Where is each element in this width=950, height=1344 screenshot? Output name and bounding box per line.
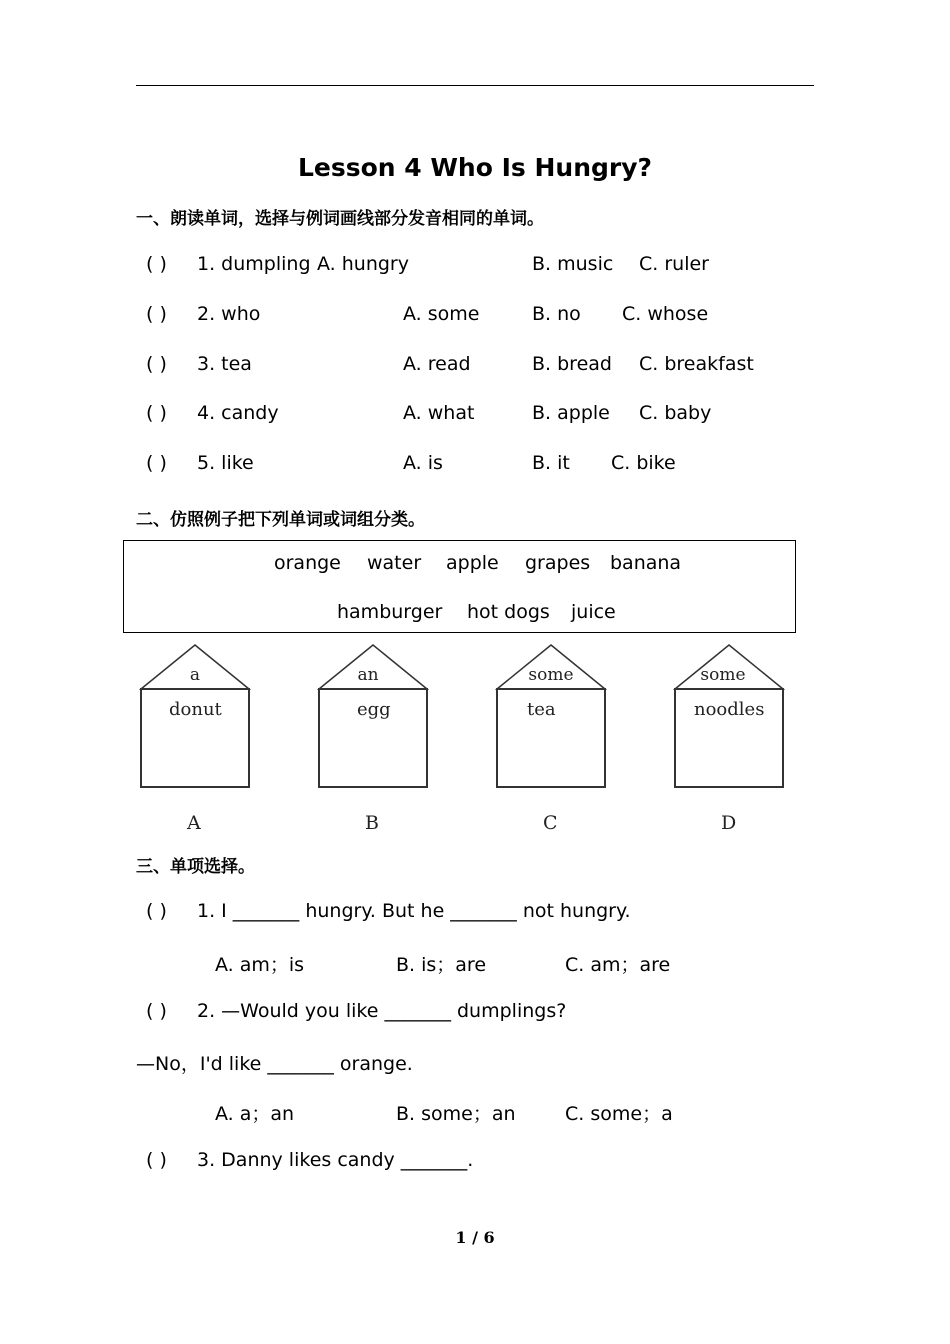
section1-heading: 一、朗读单词，选择与例词画线部分发音相同的单词。 [136, 209, 544, 229]
option-b: B. music [532, 253, 614, 275]
option-b: B. some；an [396, 1103, 516, 1125]
word-bank-item: hamburger [337, 601, 443, 623]
house-letter-b: B [365, 812, 379, 834]
option-c: C. am；are [565, 954, 671, 976]
word-bank-item: hot dogs [467, 601, 550, 623]
answer-paren[interactable]: ( ) [146, 353, 167, 375]
category-house-d [673, 643, 785, 789]
house-letter-c: C [543, 812, 558, 834]
option-c: C. bike [611, 452, 676, 474]
page-title: Lesson 4 Who Is Hungry? [297, 153, 653, 182]
option-b: B. no [532, 303, 581, 325]
house-example-word: tea [527, 699, 556, 720]
answer-paren[interactable]: ( ) [146, 452, 167, 474]
option-a: A. what [403, 402, 475, 424]
question-text: 1. I _______ hungry. But he _______ not hungry. [197, 900, 631, 922]
header-rule [136, 85, 814, 86]
house-example-word: donut [169, 699, 222, 720]
page-number: 1 / 6 [455, 1228, 495, 1247]
category-house-b [317, 643, 429, 789]
option-a: A. read [403, 353, 471, 375]
category-house-c [495, 643, 607, 789]
option-c: C. breakfast [639, 353, 754, 375]
answer-paren[interactable]: ( ) [146, 1149, 167, 1171]
house-roof-label: some [700, 665, 746, 685]
word-bank-item: juice [571, 601, 616, 623]
answer-paren[interactable]: ( ) [146, 402, 167, 424]
section2-heading: 二、仿照例子把下列单词或词组分类。 [136, 510, 425, 530]
house-example-word: egg [357, 699, 391, 720]
answer-paren[interactable]: ( ) [146, 303, 167, 325]
house-letter-a: A [187, 812, 201, 834]
answer-paren[interactable]: ( ) [146, 1000, 167, 1022]
word-bank-item: banana [610, 552, 682, 574]
word-bank [123, 540, 796, 633]
example-word: 5. like [197, 452, 254, 474]
option-c: C. baby [639, 402, 712, 424]
house-roof-label: an [357, 665, 379, 685]
option-a: A. a；an [215, 1103, 295, 1125]
word-bank-item: grapes [525, 552, 591, 574]
house-letter-d: D [721, 812, 737, 834]
option-b: B. is；are [396, 954, 487, 976]
question-text: 3. Danny likes candy _______. [197, 1149, 474, 1171]
answer-paren[interactable]: ( ) [146, 900, 167, 922]
example-word: 4. candy [197, 402, 279, 424]
answer-paren[interactable]: ( ) [146, 253, 167, 275]
house-roof-label: a [189, 665, 201, 685]
option-a: A. am；is [215, 954, 305, 976]
option-a: A. hungry [317, 253, 409, 275]
example-word: 2. who [197, 303, 261, 325]
word-bank-item: apple [446, 552, 499, 574]
example-word: 3. tea [197, 353, 252, 375]
house-example-word: noodles [694, 699, 765, 720]
example-word: 1. dumpling [197, 253, 311, 275]
question-text-line-2: —No，I'd like _______ orange. [136, 1053, 413, 1075]
option-b: B. bread [532, 353, 612, 375]
word-bank-item: orange [274, 552, 341, 574]
option-c: C. some；a [565, 1103, 673, 1125]
option-b: B. it [532, 452, 570, 474]
option-c: C. ruler [639, 253, 709, 275]
option-c: C. whose [622, 303, 709, 325]
option-b: B. apple [532, 402, 610, 424]
category-house-a [139, 643, 251, 789]
option-a: A. some [403, 303, 480, 325]
option-a: A. is [403, 452, 443, 474]
section3-heading: 三、单项选择。 [136, 857, 255, 877]
house-roof-label: some [528, 665, 574, 685]
question-text: 2. —Would you like _______ dumplings? [197, 1000, 567, 1022]
word-bank-item: water [367, 552, 422, 574]
